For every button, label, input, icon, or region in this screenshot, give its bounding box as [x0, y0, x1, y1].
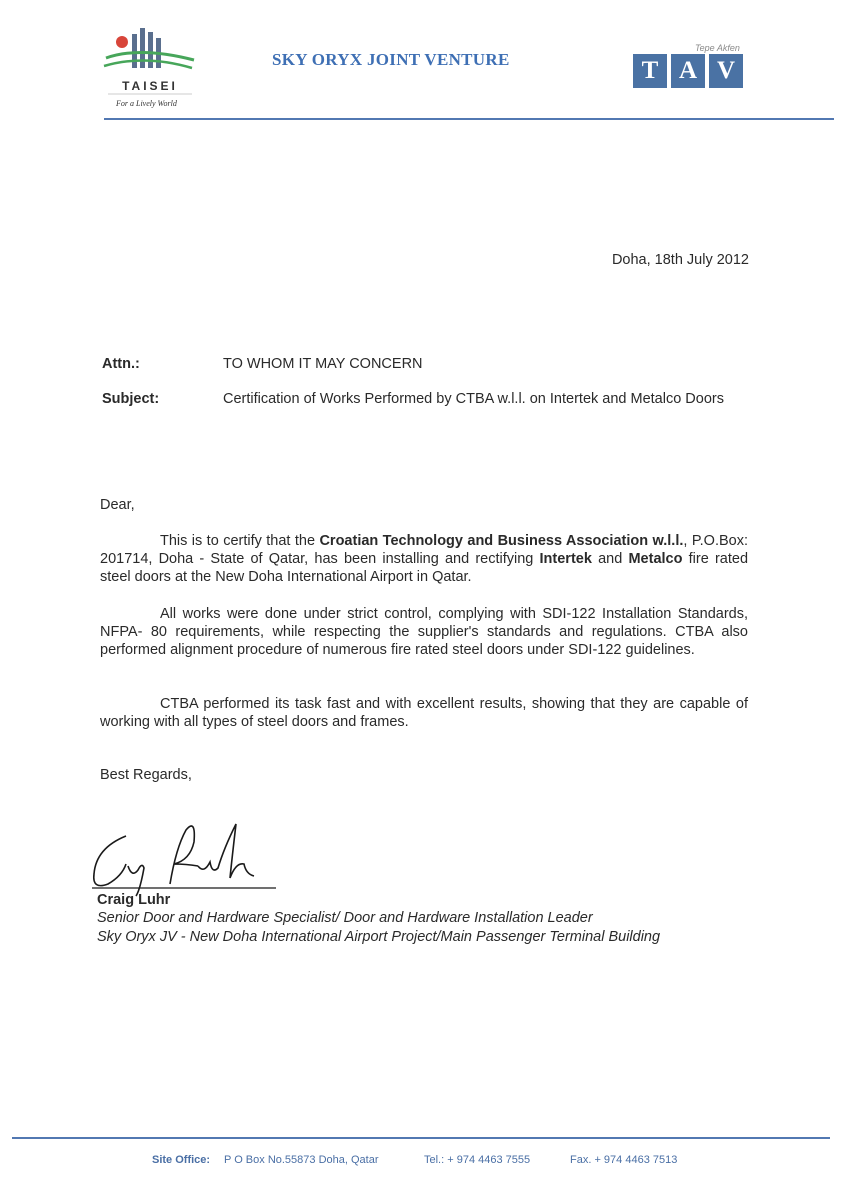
footer-address: P O Box No.55873 Doha, Qatar — [224, 1154, 379, 1166]
p1-text-a: This is to certify that the — [160, 533, 320, 549]
signatory-project: Sky Oryx JV - New Doha International Airport Project/Main Passenger Terminal Building — [97, 929, 661, 945]
header-divider — [104, 118, 834, 120]
tav-letter-v: V — [709, 54, 743, 88]
subject-label: Subject: — [102, 391, 160, 407]
body-paragraph-1 — [100, 532, 748, 586]
p1-intertek: Intertek — [539, 551, 592, 567]
taisei-logo — [100, 26, 200, 112]
letter-date: Doha, 18th July 2012 — [611, 252, 749, 268]
tav-letter-t: T — [633, 54, 667, 88]
tav-subtext: Tepe Akfen — [695, 43, 740, 53]
footer-fax: Fax. + 974 4463 7513 — [570, 1154, 678, 1166]
handwritten-signature — [86, 818, 286, 898]
footer-telephone: Tel.: + 974 4463 7555 — [424, 1154, 531, 1166]
attn-value: TO WHOM IT MAY CONCERN — [223, 356, 423, 372]
salutation: Dear, — [100, 497, 135, 513]
attn-label: Attn.: — [102, 356, 140, 372]
p1-text-c: , P.O.Box: 201714, Doha - State of Qatar, has been installing and rectifying — [100, 533, 748, 567]
body-paragraph-3 — [100, 695, 748, 731]
footer-divider — [12, 1137, 830, 1139]
p3-text: CTBA performed its task fast and with excellent results, showing that they are capable of working with all types of steel doors and frames. — [100, 696, 748, 730]
closing: Best Regards, — [100, 767, 192, 783]
signatory-name: Craig Luhr — [97, 892, 171, 908]
taisei-tagline: For a Lively World — [116, 99, 177, 108]
taisei-name: TAISEI — [122, 79, 178, 93]
p2-text: All works were done under strict control, complying with SDI-122 Installation Standards, NFPA- 80 requirements, while respecting the supplier's standards and regulations. CTBA also performed alignment procedure of numerous fire rated steel doors under SDI-122 guidelines. — [100, 606, 748, 658]
p1-company-name: Croatian Technology and Business Association w.l.l. — [319, 533, 684, 549]
signatory-title: Senior Door and Hardware Specialist/ Door and Hardware Installation Leader — [97, 910, 593, 926]
subject-value: Certification of Works Performed by CTBA w.l.l. on Intertek and Metalco Doors — [223, 391, 724, 407]
page-title: SKY ORYX JOINT VENTURE — [272, 50, 510, 69]
tav-letter-a: A — [671, 54, 705, 88]
body-paragraph-2 — [100, 605, 748, 659]
p1-metalco: Metalco — [628, 551, 683, 567]
p1-text-e: and — [591, 551, 629, 567]
p1-text-g: fire rated steel doors at the New Doha International Airport in Qatar. — [100, 551, 749, 585]
footer-label: Site Office: — [152, 1154, 211, 1166]
